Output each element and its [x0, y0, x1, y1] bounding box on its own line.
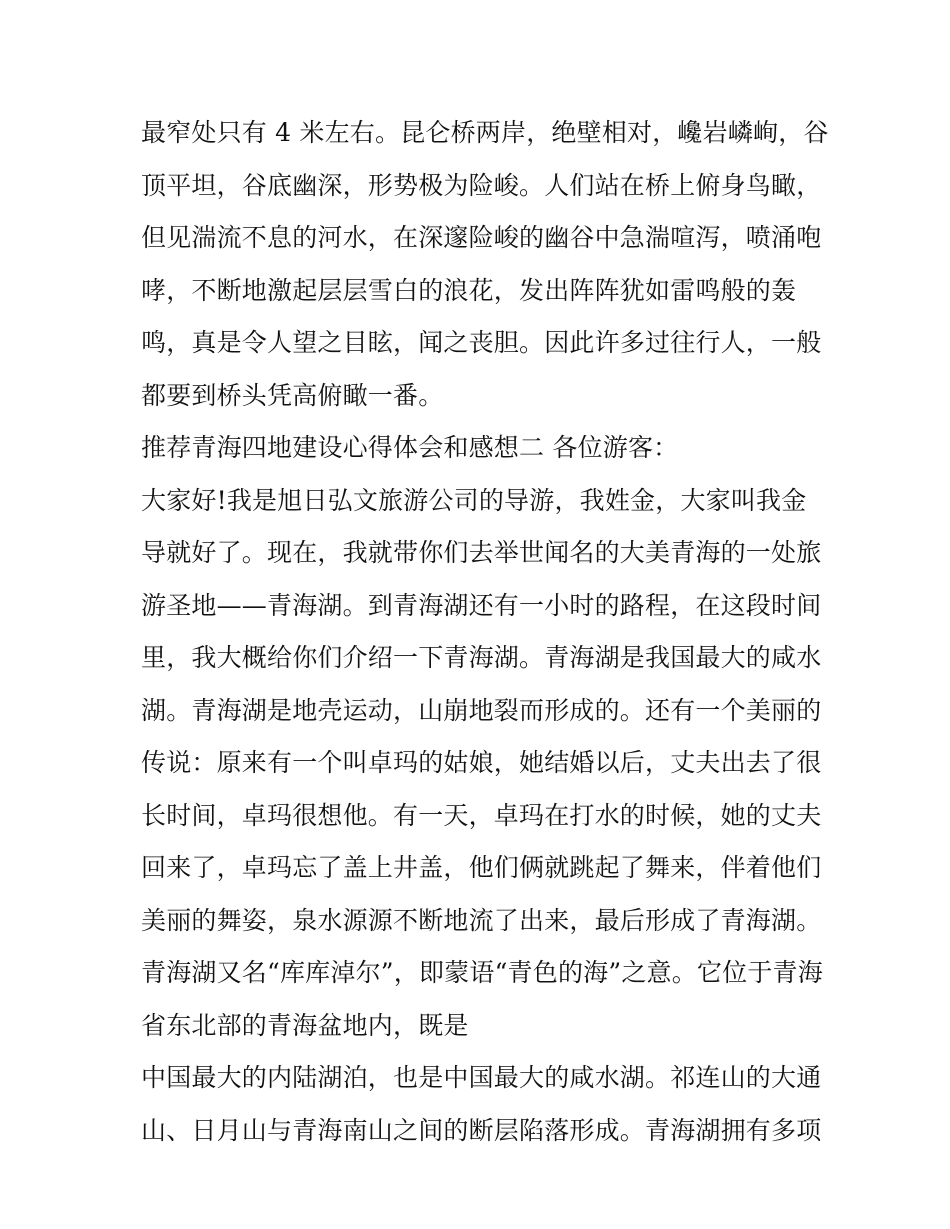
text-line: 山、日月山与青海南山之间的断层陷落形成。青海湖拥有多项 [141, 1115, 822, 1145]
text-line: 但见湍流不息的河水，在深邃险峻的幽谷中急湍喧泻，喷涌咆 [141, 223, 822, 252]
text-line: 鸣，真是令人望之目眩，闻之丧胆。因此许多过往行人，一般 [141, 328, 822, 357]
text-line: 回来了，卓玛忘了盖上井盖，他们俩就跳起了舞来，伴着他们 [141, 853, 822, 882]
section-heading: 推荐青海四地建设心得体会和感想二 各位游客： [141, 433, 679, 462]
text-line: 都要到桥头凭高俯瞰一番。 [141, 380, 444, 410]
text-line: 中国最大的内陆湖泊，也是中国最大的咸水湖。祁连山的大通 [141, 1063, 822, 1092]
text-line: 最窄处只有 4 米左右。昆仑桥两岸，绝壁相对，巉岩嶙峋，谷 [141, 118, 829, 147]
text-line: 顶平坦，谷底幽深，形势极为险峻。人们站在桥上俯身鸟瞰， [141, 170, 822, 200]
body-text [141, 107, 829, 1157]
text-line: 传说：原来有一个叫卓玛的姑娘，她结婚以后，丈夫出去了很 [141, 748, 822, 777]
text-line: 里，我大概给你们介绍一下青海湖。青海湖是我国最大的咸水 [141, 643, 822, 672]
text-line: 美丽的舞姿，泉水源源不断地流了出来，最后形成了青海湖。 [141, 905, 822, 935]
text-line: 长时间，卓玛很想他。有一天，卓玛在打水的时候，她的丈夫 [141, 800, 822, 830]
text-line: 省东北部的青海盆地内，既是 [141, 1010, 469, 1040]
text-line: 导就好了。现在，我就带你们去举世闻名的大美青海的一处旅 [141, 538, 822, 567]
text-line: 游圣地——青海湖。到青海湖还有一小时的路程，在这段时间 [141, 590, 822, 620]
text-line: 哮，不断地激起层层雪白的浪花，发出阵阵犹如雷鸣般的轰 [141, 275, 797, 305]
text-line: 湖。青海湖是地壳运动，山崩地裂而形成的。还有一个美丽的 [141, 695, 822, 725]
text-line: 大家好!我是旭日弘文旅游公司的导游，我姓金，大家叫我金 [141, 485, 807, 515]
text-line: 青海湖又名“库库淖尔”，即蒙语“青色的海”之意。它位于青海 [141, 958, 823, 987]
